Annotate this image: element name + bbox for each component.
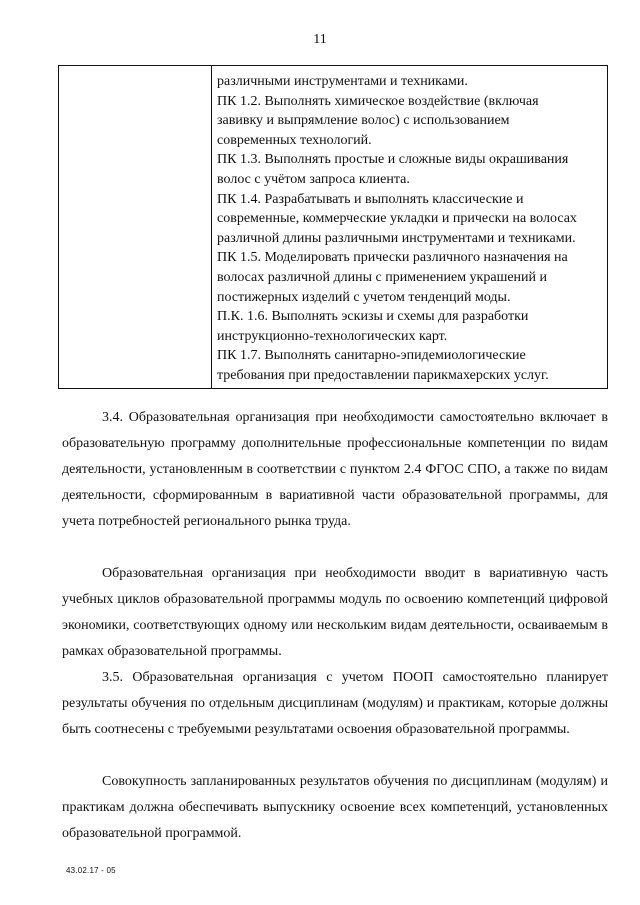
table-line: различной длины различными инструментами и техниками.	[217, 230, 576, 246]
table-line: требования при предоставлении парикмахерских услуг.	[217, 367, 549, 383]
table-line: завивку и выпрямление волос) с использованием	[217, 113, 510, 129]
table-line: ПК 1.4. Разрабатывать и выполнять классические и	[217, 191, 524, 207]
table-line: инструкционно-технологических карт.	[217, 328, 448, 344]
table-line: волосах различной длины с применением украшений и	[217, 269, 548, 285]
table-line: современные, коммерческие укладки и прически на волосах	[217, 211, 577, 227]
table-line: ПК 1.3. Выполнять простые и сложные виды окрашивания	[217, 152, 569, 168]
table-line: современных технологий.	[217, 132, 372, 148]
competencies-table	[58, 65, 608, 389]
table-line: волос с учётом запроса клиента.	[217, 171, 410, 187]
table-line: ПК 1.2. Выполнять химическое воздействие (включая	[217, 93, 539, 109]
paragraph-digital-economy: Образовательная организация при необходимости вводит в вариативную часть учебных циклов образовательной программы модуль по освоению компетенций цифровой экономики, соответствующих одному или нескольким видам деятельности, осваиваемым в рамках образовательной программы.	[62, 566, 608, 659]
page-number: 11	[313, 32, 327, 47]
paragraph-3-4: 3.4. Образовательная организация при необходимости самостоятельно включает в образовательную программу дополнительные профессиональные компетенции по видам деятельности, установленным в соответствии с пунктом 2.4 ФГОС СПО, а также по видам деятельности, сформированным в вариативной части образовательной программы, для учета потребностей регионального рынка труда.	[62, 410, 608, 529]
table-left-column	[59, 66, 212, 388]
paragraph-3-5: 3.5. Образовательная организация с учетом ПООП самостоятельно планирует результаты обучения по отдельным дисциплинам (модулям) и практикам, которые должны быть соотнесены с требуемыми результатами освоения образовательной программы.	[62, 670, 608, 737]
table-line: П.К. 1.6. Выполнять эскизы и схемы для разработки	[217, 309, 529, 325]
paragraph-learning-outcomes: Совокупность запланированных результатов обучения по дисциплинам (модулям) и практикам должна обеспечивать выпускнику освоение всех компетенций, установленных образовательной программой.	[62, 774, 608, 841]
table-line: различными инструментами и техниками.	[217, 74, 468, 89]
table-right-column	[211, 72, 607, 386]
table-line: ПК 1.5. Моделировать прически различного назначения на	[217, 250, 568, 266]
table-line: постижерных изделий с учетом тенденций моды.	[217, 289, 511, 305]
table-line: ПК 1.7. Выполнять санитарно-эпидемиологические	[217, 348, 526, 364]
footer-document-code: 43.02.17 - 05	[66, 866, 116, 875]
